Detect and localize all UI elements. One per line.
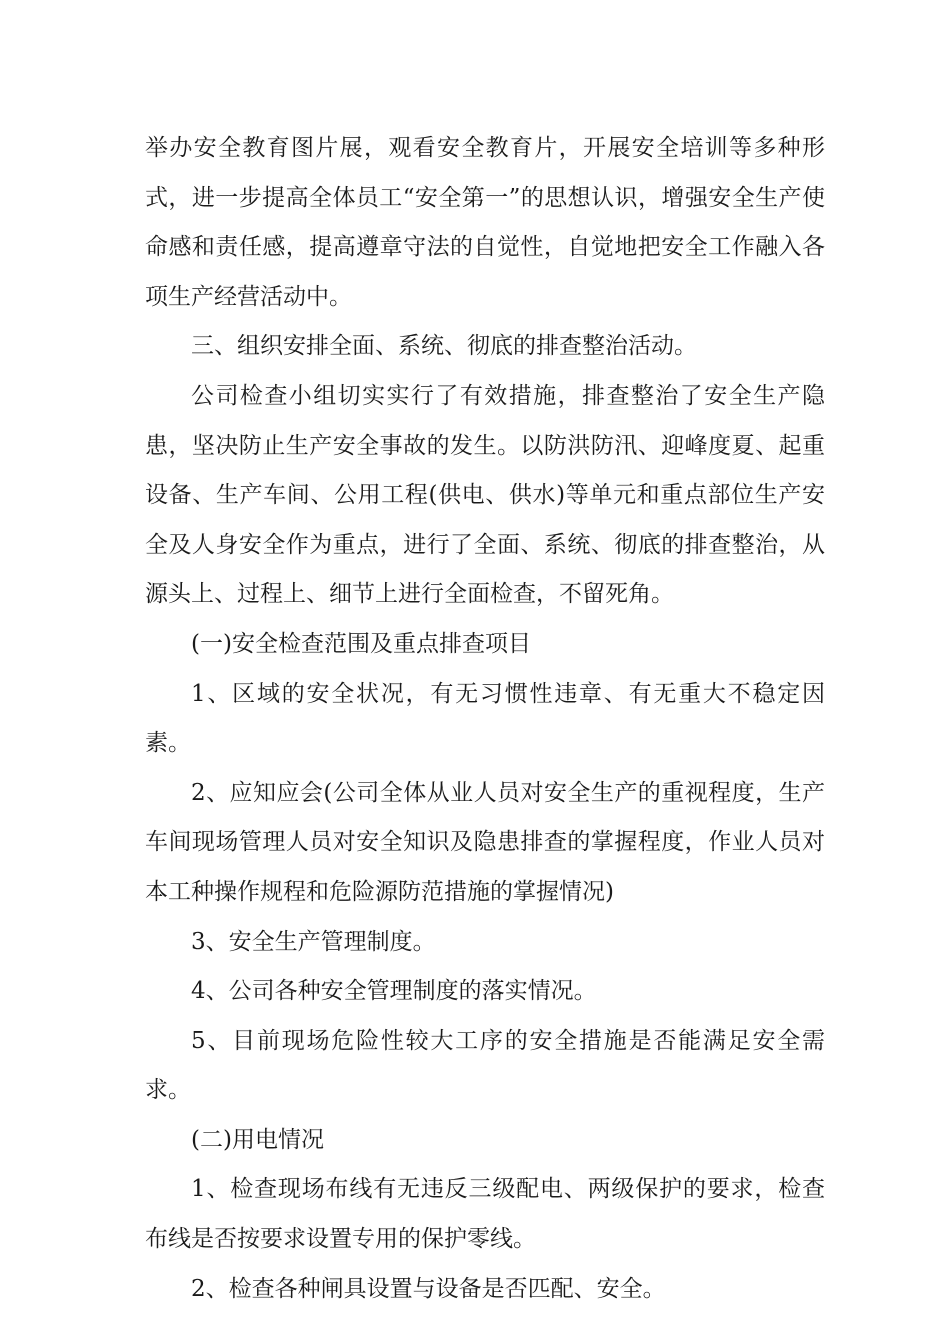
list-item-5: 5、目前现场危险性较大工序的安全措施是否能满足安全需求。: [145, 1027, 825, 1104]
list-item-1: 1、区域的安全状况，有无习惯性违章、有无重大不稳定因素。: [145, 680, 825, 757]
subheading-electricity: (二)用电情况: [191, 1126, 324, 1153]
list-item-4: 4、公司各种安全管理制度的落实情况。: [191, 978, 597, 1005]
electricity-item-2: 2、检查各种闸具设置与设备是否匹配、安全。: [191, 1275, 666, 1302]
section-heading-three: 三、组织安排全面、系统、彻底的排查整治活动。: [191, 333, 697, 360]
electricity-item-1: 1、检查现场布线有无违反三级配电、两级保护的要求，检查布线是否按要求设置专用的保护零线。: [145, 1176, 825, 1253]
subheading-inspection-scope: (一)安全检查范围及重点排查项目: [191, 630, 531, 657]
list-item-2: 2、应知应会(公司全体从业人员对安全生产的重视程度，生产车间现场管理人员对安全知识及隐患排查的掌握程度，作业人员对本工种操作规程和危险源防范措施的掌握情况): [145, 779, 825, 905]
list-item-3: 3、安全生产管理制度。: [191, 928, 436, 955]
paragraph-continuation: 举办安全教育图片展，观看安全教育片，开展安全培训等多种形式，进一步提高全体员工“安全第一”的思想认识，增强安全生产使命感和责任感，提高遵章守法的自觉性，自觉地把安全工作融入各项生产经营活动中。: [145, 135, 825, 310]
paragraph-inspection-team: 公司检查小组切实实行了有效措施，排查整治了安全生产隐患，坚决防止生产安全事故的发生。以防洪防汛、迎峰度夏、起重设备、生产车间、公用工程(供电、供水)等单元和重点部位生产安全及人身安全作为重点，进行了全面、系统、彻底的排查整治，从源头上、过程上、细节上进行全面检查，不留死角。: [145, 382, 825, 608]
document-body: [145, 124, 825, 1314]
